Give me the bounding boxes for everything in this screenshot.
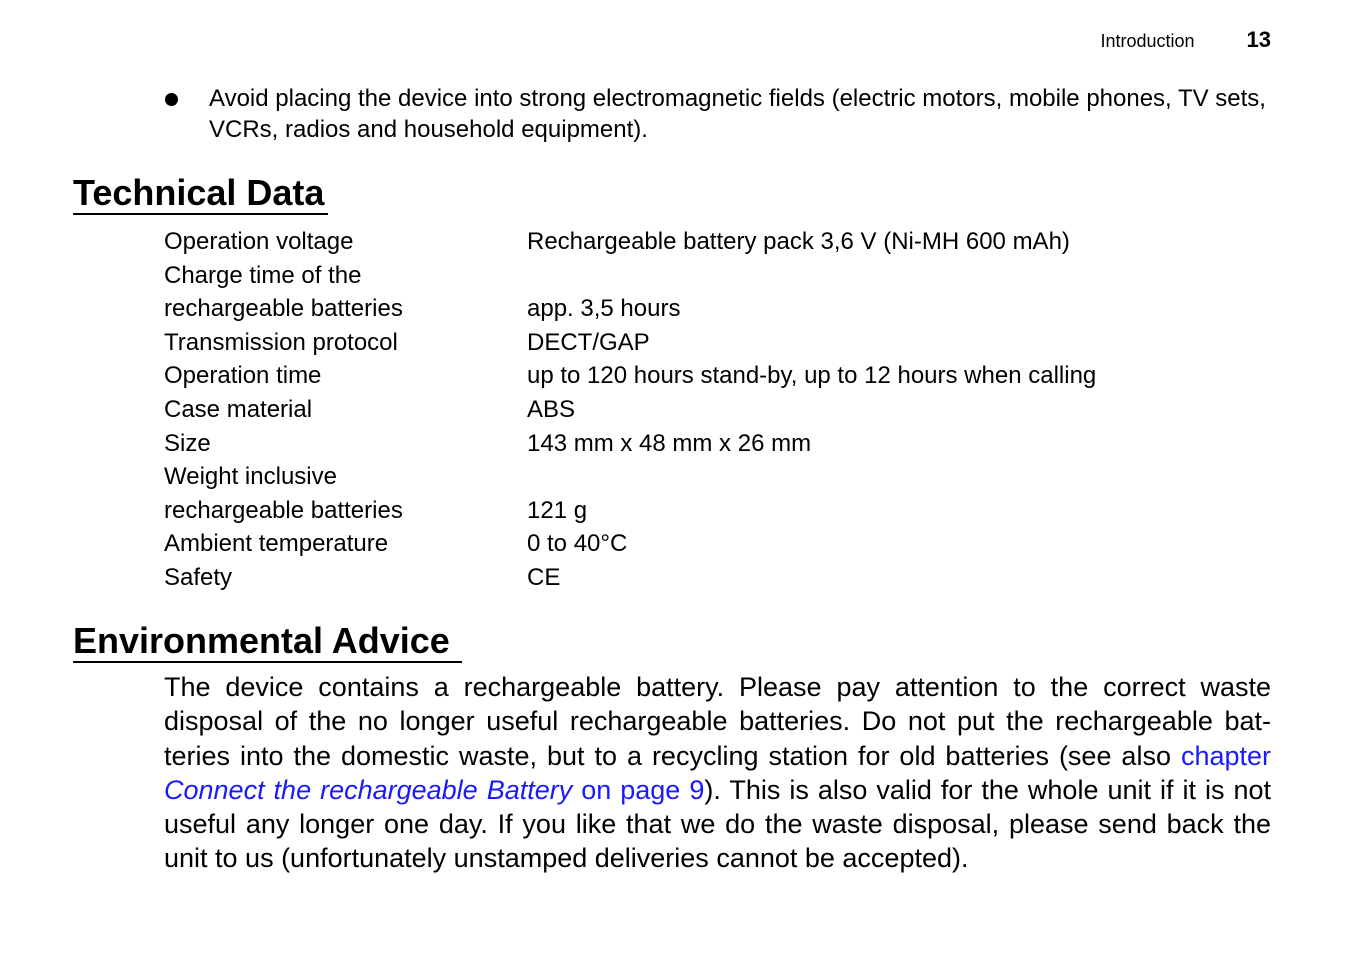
technical-data-table bbox=[164, 225, 1214, 595]
bullet-text: Avoid placing the device into strong electromagnetic fields (electric motors, mobile phones, TV sets, VCRs, radios and household equipment). bbox=[209, 85, 1266, 143]
spec-value: 143 mm x 48 mm x 26 mm bbox=[527, 429, 812, 457]
env-text-after-link: ). This is also valid for the whole unit if it is not useful any longer one day. If you like that we do the waste disposal, please send back the unit to us (unfortunately unstamped deliveries cannot be accepted). bbox=[164, 774, 1272, 874]
spec-value: 0 to 40°C bbox=[527, 530, 628, 558]
spec-value: up to 120 hours stand-by, up to 12 hours when calling bbox=[527, 362, 1097, 390]
bullet-item bbox=[165, 83, 1275, 145]
spec-label: Ambient temperature bbox=[164, 530, 389, 558]
spec-label: Case material bbox=[164, 395, 313, 423]
spec-row bbox=[164, 359, 1214, 393]
spec-label: Charge time of the rechargeable batteries bbox=[164, 261, 403, 323]
spec-label: Operation voltage bbox=[164, 228, 354, 255]
environmental-advice-paragraph bbox=[164, 670, 1271, 876]
spec-row bbox=[164, 427, 1214, 461]
spec-row bbox=[164, 460, 1214, 527]
env-text-before-link: The device contains a rechargeable battery. Please pay attention to the correct waste disposal of the no longer useful rechargeable batteries. Do not put the rechargeable batteries into the domestic waste, but to a recycling station for old batteries (see also bbox=[164, 672, 1271, 771]
spec-label: Safety bbox=[164, 563, 233, 591]
chapter-link-title[interactable]: Connect the rechargeable Battery bbox=[164, 774, 573, 805]
spec-label: Operation time bbox=[164, 362, 322, 390]
spec-row bbox=[164, 527, 1214, 561]
environmental-advice-heading: Environmental Advice bbox=[73, 621, 462, 663]
page-number: 13 bbox=[1246, 27, 1271, 52]
spec-row bbox=[164, 326, 1214, 360]
spec-row bbox=[164, 393, 1214, 427]
chapter-link-page[interactable]: on page 9 bbox=[572, 774, 705, 805]
spec-value: app. 3,5 hours bbox=[527, 295, 681, 323]
technical-data-heading: Technical Data bbox=[73, 173, 328, 215]
spec-value: ABS bbox=[527, 395, 576, 423]
spec-label: Weight inclusive rechargeable batteries bbox=[164, 463, 403, 524]
spec-value: Rechargeable battery pack 3,6 V (Ni-MH 600 mAh) bbox=[527, 228, 1070, 255]
spec-row bbox=[164, 225, 1214, 259]
spec-value: DECT/GAP bbox=[527, 328, 650, 356]
spec-row bbox=[164, 561, 1214, 595]
running-section-name: Introduction bbox=[1100, 31, 1195, 51]
chapter-link-prefix[interactable]: chapter bbox=[1180, 740, 1271, 771]
spec-value: CE bbox=[527, 563, 561, 591]
page-header bbox=[1100, 27, 1271, 53]
spec-label: Transmission protocol bbox=[164, 328, 398, 356]
bullet-dot-icon bbox=[165, 93, 178, 106]
spec-value: 121 g bbox=[527, 496, 588, 524]
spec-row bbox=[164, 259, 1214, 326]
spec-label: Size bbox=[164, 429, 211, 457]
